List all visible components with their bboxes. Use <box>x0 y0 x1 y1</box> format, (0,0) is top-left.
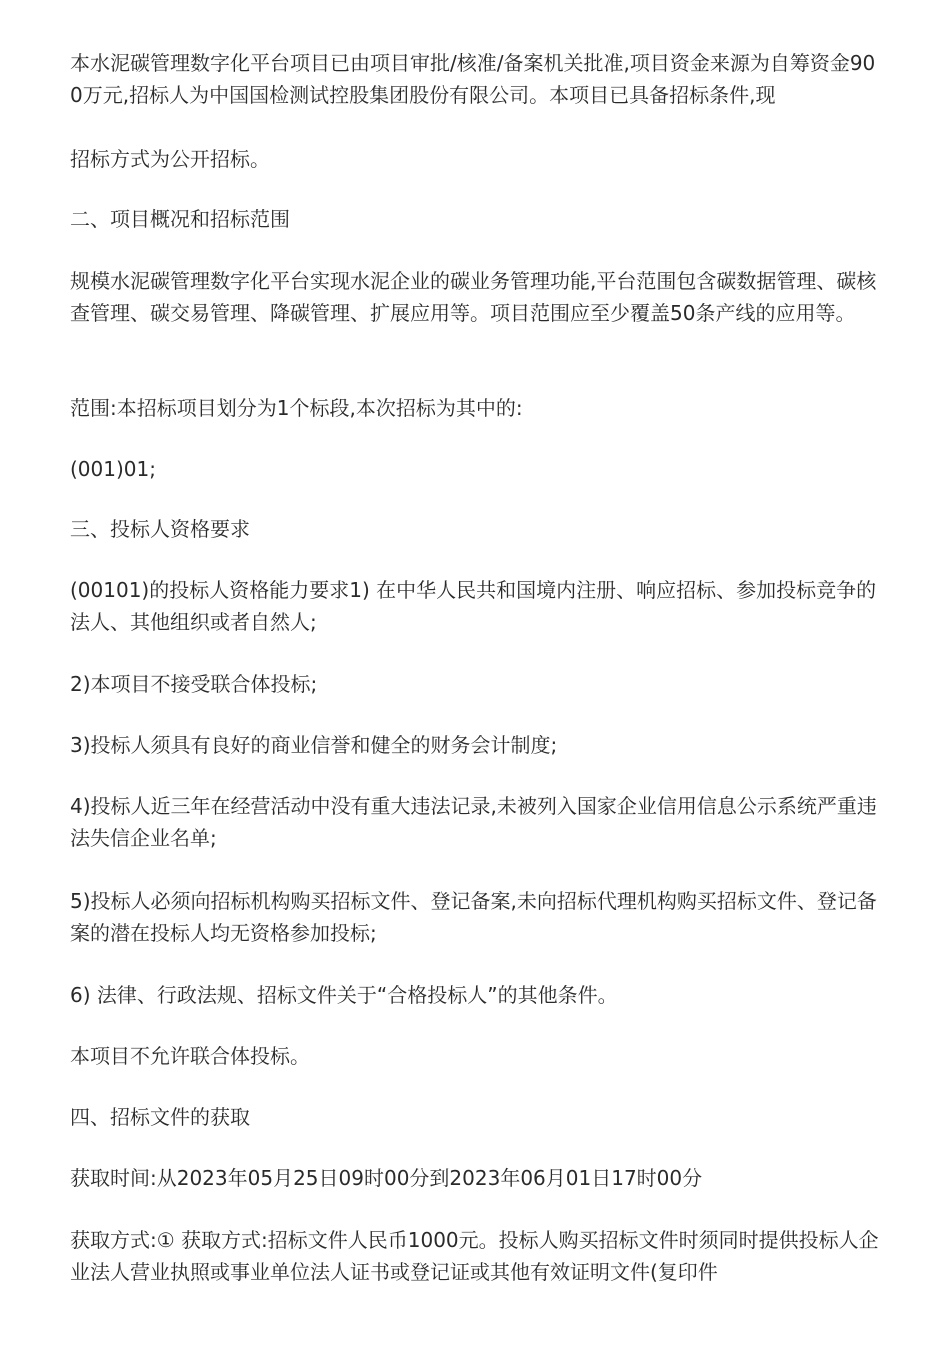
paragraph-qualification-6: 6) 法律、行政法规、招标文件关于“合格投标人”的其他条件。 <box>70 983 618 1007</box>
paragraph-obtain-method: 获取方式:① 获取方式:招标文件人民币1000元。投标人购买招标文件时须同时提供投标人企业法人营业执照或事业单位法人证书或登记证或其他有效证明文件(复印件 <box>70 1228 879 1284</box>
heading-obtain-documents: 四、招标文件的获取 <box>70 1105 250 1129</box>
paragraph-lot-number: (001)01; <box>70 457 156 481</box>
paragraph-obtain-time: 获取时间:从2023年05月25日09时00分到2023年06月01日17时00分 <box>70 1166 703 1190</box>
heading-project-overview: 二、项目概况和招标范围 <box>70 207 290 231</box>
paragraph-tender-method: 招标方式为公开招标。 <box>70 147 270 171</box>
paragraph-project-approval: 本水泥碳管理数字化平台项目已由项目审批/核准/备案机关批准,项目资金来源为自筹资金900万元,招标人为中国国检测试控股集团股份有限公司。本项目已具备招标条件,现 <box>70 51 876 107</box>
paragraph-qualification-3: 3)投标人须具有良好的商业信誉和健全的财务会计制度; <box>70 733 558 757</box>
paragraph-qualification-5: 5)投标人必须向招标机构购买招标文件、登记备案,未向招标代理机构购买招标文件、登记备案的潜在投标人均无资格参加投标; <box>70 889 877 945</box>
paragraph-qualification-2: 2)本项目不接受联合体投标; <box>70 672 318 696</box>
paragraph-lot-division: 范围:本招标项目划分为1个标段,本次招标为其中的: <box>70 396 523 420</box>
paragraph-no-consortium: 本项目不允许联合体投标。 <box>70 1044 310 1068</box>
paragraph-qualification-1: (00101)的投标人资格能力要求1) 在中华人民共和国境内注册、响应招标、参加投标竞争的法人、其他组织或者自然人; <box>70 578 877 634</box>
heading-bidder-qualifications: 三、投标人资格要求 <box>70 517 250 541</box>
paragraph-qualification-4: 4)投标人近三年在经营活动中没有重大违法记录,未被列入国家企业信用信息公示系统严重违法失信企业名单; <box>70 794 877 850</box>
paragraph-project-scope: 规模水泥碳管理数字化平台实现水泥企业的碳业务管理功能,平台范围包含碳数据管理、碳核查管理、碳交易管理、降碳管理、扩展应用等。项目范围应至少覆盖50条产线的应用等。 <box>70 269 877 325</box>
